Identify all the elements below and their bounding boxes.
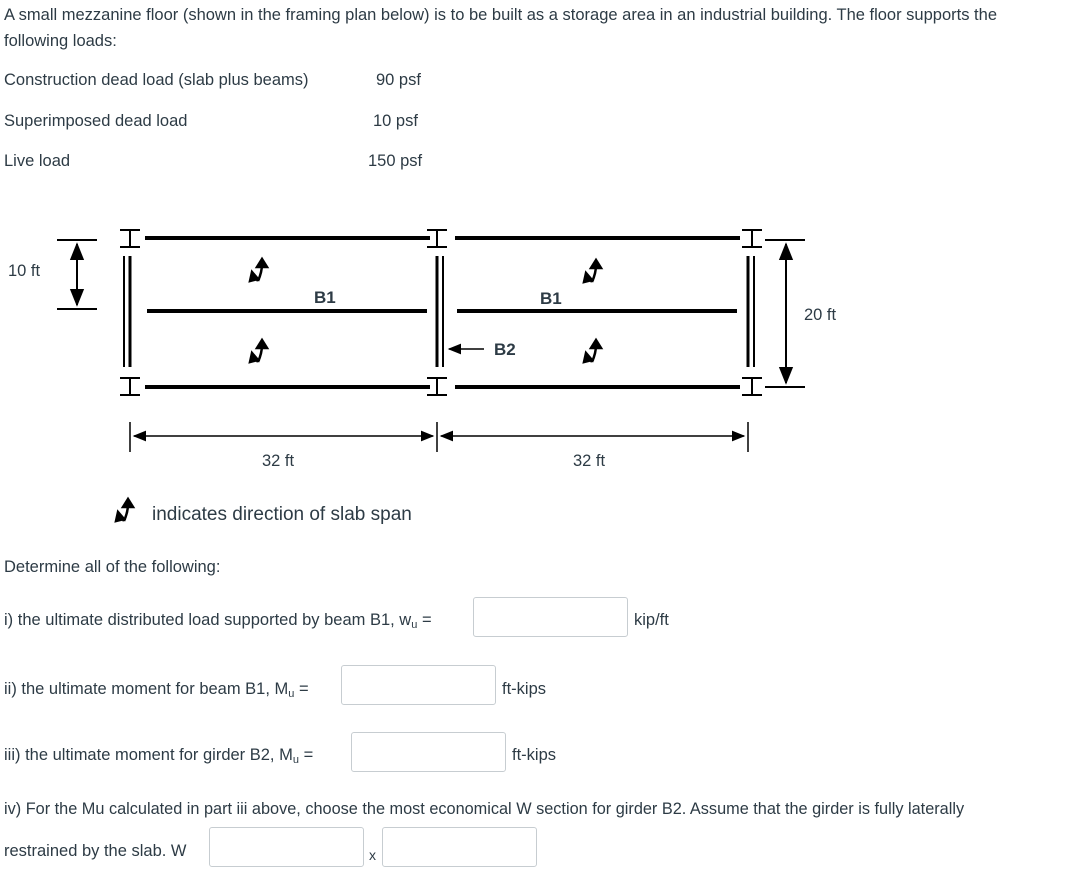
question-4-text-line1: iv) For the Mu calculated in part iii above, choose the most economical W section for girder B2. Assume that the girder is fully laterally: [4, 800, 965, 818]
q3-unit: ft-kips: [512, 746, 557, 764]
q1-unit: kip/ft: [634, 611, 669, 629]
dimension-10ft: [57, 240, 97, 309]
span-left-label: 32 ft: [262, 452, 295, 470]
dimension-10ft-label: 10 ft: [8, 262, 41, 280]
slab-span-arrow-icon: [250, 259, 267, 281]
dimension-20ft: [765, 240, 805, 387]
load-label-superimposed-dead: Superimposed dead load: [4, 112, 188, 130]
q3-answer-input[interactable]: [351, 732, 506, 772]
slab-span-arrow-icon: [584, 260, 601, 282]
girder-b2: [437, 256, 443, 367]
load-label-live: Live load: [4, 152, 71, 170]
framing-plan-diagram: [0, 215, 860, 535]
problem-intro: A small mezzanine floor (shown in the framing plan below) is to be built as a storage area in an industrial building. The floor supports the following loads:: [4, 6, 997, 50]
q4-answer-input-depth[interactable]: [209, 827, 364, 867]
legend-text: indicates direction of slab span: [152, 504, 412, 525]
girder-b2-label: B2: [494, 340, 516, 359]
q2-unit: ft-kips: [502, 680, 547, 698]
q4-separator: x: [369, 847, 376, 863]
legend-slab-span-icon: [116, 499, 133, 521]
question-4-text-line2: restrained by the slab. W: [4, 842, 187, 860]
load-value-superimposed-dead: 10 psf: [373, 112, 418, 130]
q2-answer-input[interactable]: [341, 665, 496, 705]
girder-right: [748, 256, 754, 367]
load-value-live: 150 psf: [368, 152, 423, 170]
q1-answer-input[interactable]: [473, 597, 628, 637]
girder-left: [124, 256, 130, 367]
dimension-20ft-label: 20 ft: [804, 306, 837, 324]
dimension-span-line: [130, 422, 748, 452]
questions-prompt: Determine all of the following:: [4, 558, 221, 576]
slab-span-arrow-icon: [250, 340, 267, 362]
q4-answer-input-weight[interactable]: [382, 827, 537, 867]
load-value-construction-dead: 90 psf: [376, 71, 421, 89]
span-right-label: 32 ft: [573, 452, 606, 470]
question-2-text: ii) the ultimate moment for beam B1, $M_u$ =: [4, 680, 309, 700]
question-1-text: i) the ultimate distributed load supported by beam B1, $w_u$ =: [4, 611, 432, 631]
beam-b1-label-left: B1: [314, 288, 336, 307]
load-label-construction-dead: Construction dead load (slab plus beams): [4, 71, 309, 89]
slab-span-arrow-icon: [584, 340, 601, 362]
beam-b1-label-right: B1: [540, 289, 562, 308]
question-3-text: iii) the ultimate moment for girder B2, $M_u$ =: [4, 746, 314, 766]
